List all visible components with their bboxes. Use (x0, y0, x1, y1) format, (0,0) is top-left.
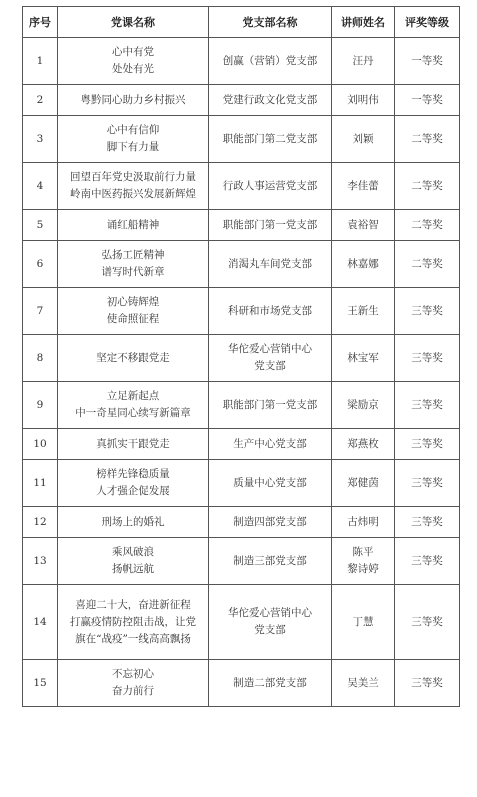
branch-name-line: 创赢（营销）党支部 (222, 54, 318, 67)
course-name-line: 人才强企促发展 (96, 485, 170, 497)
branch-name (209, 241, 332, 288)
course-name-line: 脚下有力量 (106, 141, 160, 153)
lecturer-name-line: 吴美兰 (347, 676, 379, 689)
row-number: 5 (23, 210, 58, 241)
branch-name (209, 85, 332, 116)
lecturer-name-line: 汪丹 (352, 54, 374, 67)
course-name (58, 116, 209, 163)
lecturer-name (332, 382, 395, 429)
lecturer-name-line: 王新生 (347, 304, 379, 317)
branch-name-line: 制造二部党支部 (233, 676, 307, 689)
header-lecturer: 讲师姓名 (332, 7, 395, 38)
award-level: 三等奖 (395, 460, 460, 507)
lecturer-name-line: 梁励京 (347, 398, 379, 411)
branch-name (209, 538, 332, 585)
row-number: 1 (23, 38, 58, 85)
award-level: 二等奖 (395, 163, 460, 210)
table-row (23, 116, 460, 163)
course-name-line: 立足新起点 (106, 390, 160, 402)
course-name-line: 不忘初心 (112, 668, 154, 680)
lecturer-name (332, 116, 395, 163)
lecturer-name-line: 郑健茵 (347, 476, 379, 489)
course-name (58, 241, 209, 288)
award-level: 二等奖 (395, 241, 460, 288)
table-row (23, 335, 460, 382)
lecturer-name (332, 38, 395, 85)
award-level: 三等奖 (395, 335, 460, 382)
branch-name (209, 507, 332, 538)
branch-name-line: 质量中心党支部 (233, 476, 307, 489)
row-number: 4 (23, 163, 58, 210)
lecturer-name (332, 660, 395, 707)
lecturer-name (332, 241, 395, 288)
row-number: 3 (23, 116, 58, 163)
course-name-line: 刑场上的婚礼 (101, 515, 165, 528)
branch-name (209, 382, 332, 429)
course-name (58, 585, 209, 660)
branch-name-line: 华佗爱心营销中心 (228, 607, 312, 619)
award-level: 一等奖 (395, 38, 460, 85)
lecturer-name (332, 585, 395, 660)
course-name-line: 弘扬工匠精神 (101, 249, 165, 261)
course-name (58, 163, 209, 210)
award-level: 三等奖 (395, 507, 460, 538)
course-name (58, 460, 209, 507)
lecturer-name-line: 陈平 (352, 546, 374, 558)
branch-name-line: 华佗爱心营销中心 (228, 343, 312, 355)
award-level: 三等奖 (395, 382, 460, 429)
course-name (58, 38, 209, 85)
award-level: 一等奖 (395, 85, 460, 116)
table-header-row (23, 7, 460, 38)
award-level: 三等奖 (395, 660, 460, 707)
row-number: 12 (23, 507, 58, 538)
course-name-line: 奋力前行 (112, 685, 154, 697)
branch-name-line: 科研和市场党支部 (228, 304, 312, 317)
table-row (23, 538, 460, 585)
course-name (58, 335, 209, 382)
course-name-line: 岭南中医药振兴发展新辉煌 (70, 188, 196, 200)
branch-name-line: 制造四部党支部 (233, 515, 307, 528)
branch-name-line: 党支部 (254, 624, 286, 636)
course-name-line: 榜样先锋稳质量 (96, 468, 170, 480)
course-name-line: 中一奇星同心续写新篇章 (75, 407, 191, 419)
branch-name-line: 行政人事运营党支部 (222, 179, 318, 192)
table-row (23, 660, 460, 707)
branch-name-line: 职能部门第二党支部 (222, 132, 318, 145)
branch-name (209, 288, 332, 335)
course-name (58, 210, 209, 241)
table-row (23, 163, 460, 210)
lecturer-name-line: 丁慧 (352, 615, 374, 628)
lecturer-name (332, 335, 395, 382)
table-row (23, 38, 460, 85)
lecturer-name (332, 429, 395, 460)
table-row (23, 210, 460, 241)
course-name-line: 打赢疫情防控阻击战，让党 (70, 615, 196, 628)
lecturer-name-line: 刘明伟 (347, 93, 379, 106)
table-row (23, 507, 460, 538)
row-number: 13 (23, 538, 58, 585)
lecturer-name-line: 袁裕智 (347, 218, 379, 231)
lecturer-name (332, 460, 395, 507)
branch-name (209, 585, 332, 660)
table-row (23, 460, 460, 507)
row-number: 9 (23, 382, 58, 429)
lecturer-name (332, 507, 395, 538)
course-name-line: 谱写时代新章 (101, 266, 165, 278)
course-name (58, 507, 209, 538)
award-level: 三等奖 (395, 538, 460, 585)
award-level: 二等奖 (395, 210, 460, 241)
branch-name (209, 429, 332, 460)
row-number: 10 (23, 429, 58, 460)
branch-name-line: 党支部 (254, 360, 286, 372)
award-level: 二等奖 (395, 116, 460, 163)
branch-name-line: 消渴丸车间党支部 (228, 257, 312, 270)
lecturer-name (332, 85, 395, 116)
award-level: 三等奖 (395, 585, 460, 660)
row-number: 15 (23, 660, 58, 707)
award-level: 三等奖 (395, 429, 460, 460)
course-name-line: 旗在“战疫”一线高高飘扬 (75, 632, 191, 645)
course-name-line: 初心铸辉煌 (106, 296, 160, 308)
header-branch: 党支部名称 (209, 7, 332, 38)
branch-name-line: 党建行政文化党支部 (222, 93, 318, 106)
branch-name-line: 制造三部党支部 (233, 554, 307, 567)
branch-name (209, 660, 332, 707)
row-number: 14 (23, 585, 58, 660)
course-name (58, 288, 209, 335)
course-name-line: 诵红船精神 (106, 218, 160, 231)
lecturer-name (332, 288, 395, 335)
course-name (58, 85, 209, 116)
course-name (58, 538, 209, 585)
table-row (23, 85, 460, 116)
lecturer-name (332, 538, 395, 585)
row-number: 7 (23, 288, 58, 335)
branch-name (209, 460, 332, 507)
branch-name (209, 116, 332, 163)
lecturer-name-line: 李佳蕾 (347, 179, 379, 192)
branch-name-line: 职能部门第一党支部 (222, 398, 318, 411)
row-number: 8 (23, 335, 58, 382)
course-name-line: 喜迎二十大，奋进新征程 (75, 598, 191, 611)
lecturer-name (332, 163, 395, 210)
course-name-line: 回望百年党史汲取前行力量 (70, 171, 196, 183)
header-course: 党课名称 (58, 7, 209, 38)
course-name (58, 660, 209, 707)
row-number: 2 (23, 85, 58, 116)
row-number: 6 (23, 241, 58, 288)
course-name (58, 382, 209, 429)
table-row (23, 241, 460, 288)
branch-name-line: 生产中心党支部 (233, 437, 307, 450)
course-name-line: 乘风破浪 (112, 546, 154, 558)
table-row (23, 288, 460, 335)
course-name-line: 心中有信仰 (106, 124, 160, 136)
award-table (22, 6, 460, 707)
course-name-line: 扬帆远航 (112, 563, 154, 575)
branch-name-line: 职能部门第一党支部 (222, 218, 318, 231)
lecturer-name-line: 古炜明 (347, 515, 379, 528)
course-name-line: 坚定不移跟党走 (96, 351, 170, 364)
course-name-line: 使命照征程 (106, 313, 160, 325)
course-name (58, 429, 209, 460)
branch-name (209, 335, 332, 382)
lecturer-name-line: 刘颖 (352, 132, 374, 145)
header-no: 序号 (23, 7, 58, 38)
header-level: 评奖等级 (395, 7, 460, 38)
branch-name (209, 163, 332, 210)
course-name-line: 真抓实干跟党走 (96, 437, 170, 450)
lecturer-name-line: 林宝军 (347, 351, 379, 364)
table-row (23, 585, 460, 660)
lecturer-name-line: 林嘉娜 (347, 257, 379, 270)
lecturer-name-line: 郑燕枚 (347, 437, 379, 450)
table-row (23, 429, 460, 460)
branch-name (209, 210, 332, 241)
course-name-line: 粤黔同心助力乡村振兴 (80, 93, 186, 106)
row-number: 11 (23, 460, 58, 507)
lecturer-name-line: 黎诗婷 (347, 563, 379, 575)
lecturer-name (332, 210, 395, 241)
branch-name (209, 38, 332, 85)
course-name-line: 处处有光 (112, 63, 154, 75)
course-name-line: 心中有党 (112, 46, 154, 58)
award-level: 三等奖 (395, 288, 460, 335)
table-row (23, 382, 460, 429)
table-body (23, 38, 460, 707)
